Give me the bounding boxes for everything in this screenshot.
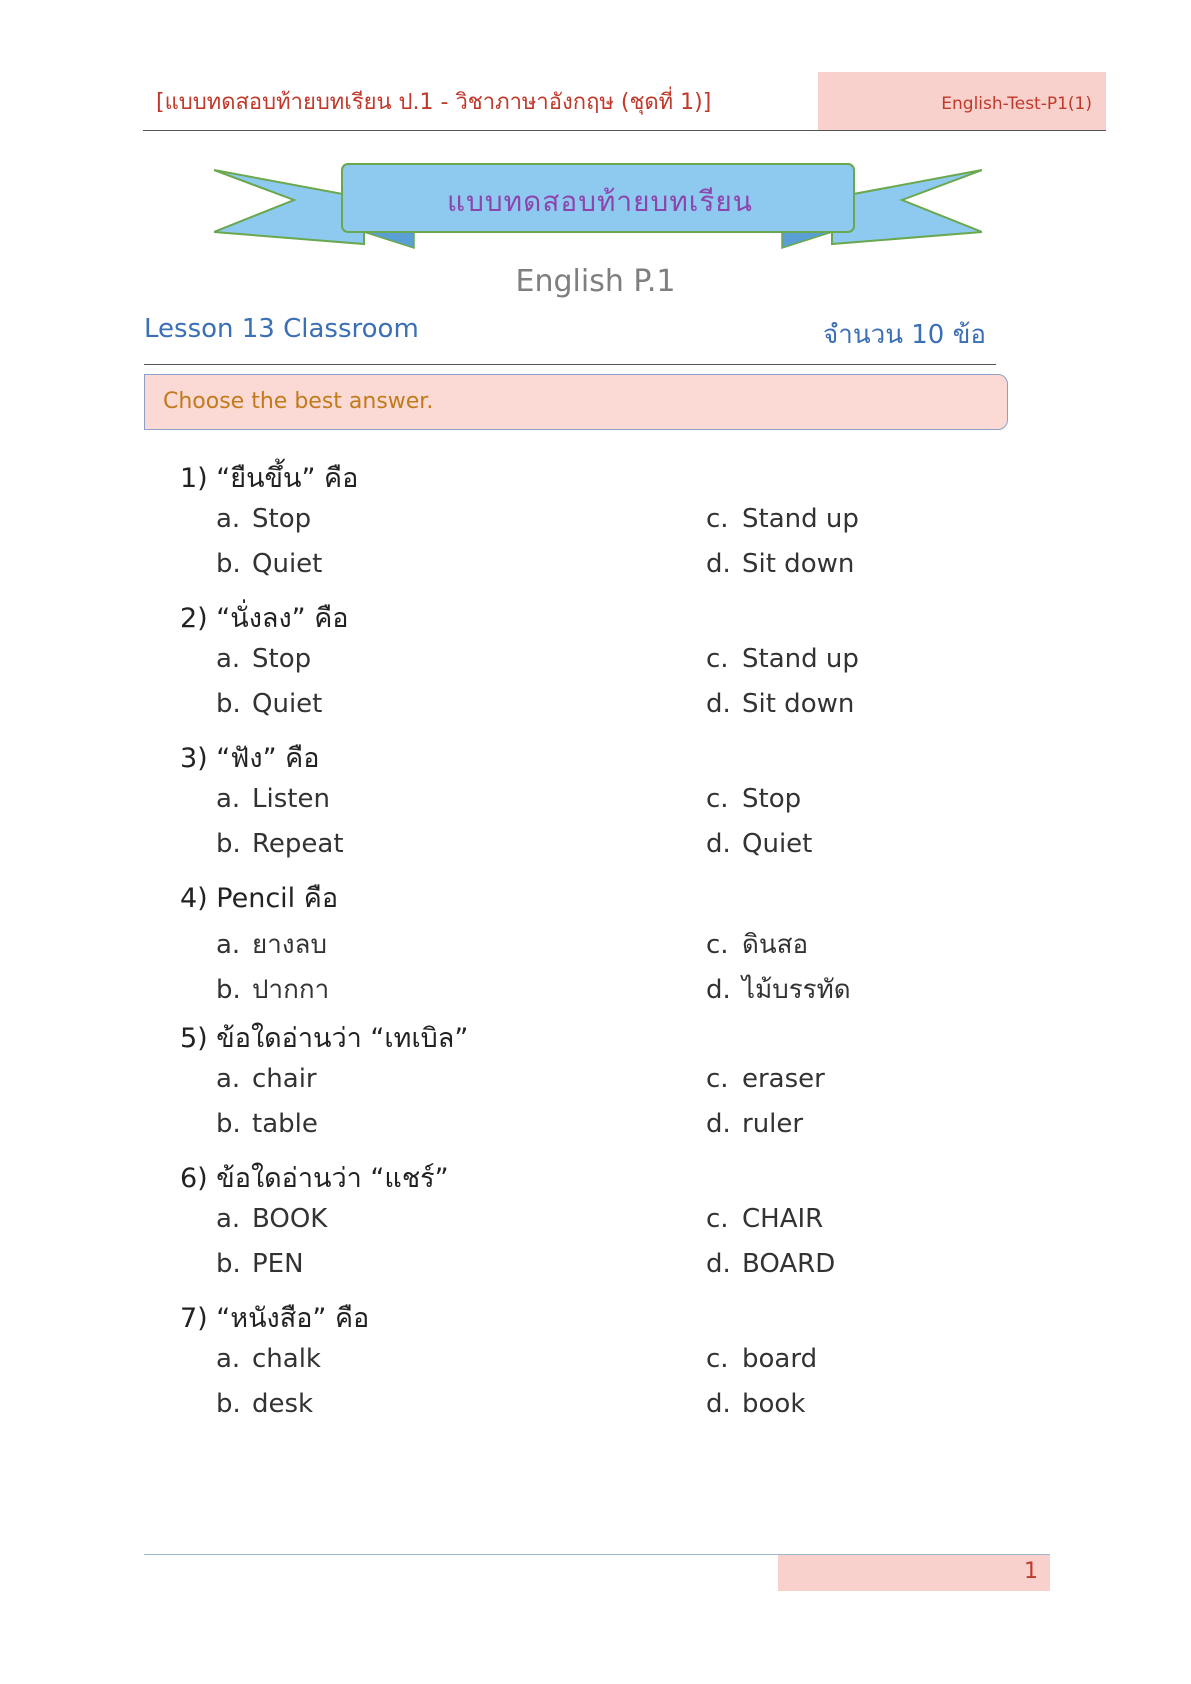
- question-count: จำนวน 10 ข้อ: [823, 320, 986, 350]
- option-3c[interactable]: c. Stop: [706, 784, 802, 814]
- page-number: 1: [1024, 1559, 1038, 1584]
- option-1d[interactable]: d. Sit down: [706, 549, 855, 579]
- option-6a[interactable]: a. BOOK: [216, 1204, 328, 1234]
- option-5b[interactable]: b. table: [216, 1109, 318, 1139]
- option-4b[interactable]: b. ปากกา: [216, 975, 330, 1005]
- option-4a[interactable]: a. ยางลบ: [216, 930, 327, 960]
- question-2: 2) “นั่งลง” คือ: [180, 603, 349, 634]
- footer-page-box: [778, 1555, 1050, 1591]
- option-6c[interactable]: c. CHAIR: [706, 1204, 824, 1234]
- instruction-text: Choose the best answer.: [163, 389, 434, 414]
- question-5: 5) ข้อใดอ่านว่า “เทเบิล”: [180, 1023, 469, 1054]
- option-1b[interactable]: b. Quiet: [216, 549, 323, 579]
- page-subtitle: English P.1: [515, 264, 676, 299]
- option-1a[interactable]: a. Stop: [216, 504, 312, 534]
- question-6: 6) ข้อใดอ่านว่า “แชร์”: [180, 1163, 449, 1194]
- option-7a[interactable]: a. chalk: [216, 1344, 321, 1374]
- lesson-divider: [144, 364, 996, 365]
- header-code-box: [818, 72, 1106, 130]
- option-4d[interactable]: d. ไม้บรรทัด: [706, 975, 851, 1005]
- option-6d[interactable]: d. BOARD: [706, 1249, 836, 1279]
- option-2d[interactable]: d. Sit down: [706, 689, 855, 719]
- lesson-title: Lesson 13 Classroom: [144, 314, 419, 344]
- option-7d[interactable]: d. book: [706, 1389, 806, 1419]
- question-1: 1) “ยืนขึ้น” คือ: [180, 463, 359, 494]
- option-2c[interactable]: c. Stand up: [706, 644, 859, 674]
- option-3b[interactable]: b. Repeat: [216, 829, 344, 859]
- header-title: [แบบทดสอบท้ายบทเรียน ป.1 - วิชาภาษาอังกฤษ (ชุดที่ 1)]: [156, 90, 712, 115]
- option-5d[interactable]: d. ruler: [706, 1109, 804, 1139]
- question-7: 7) “หนังสือ” คือ: [180, 1303, 370, 1334]
- banner-title: แบบทดสอบท้ายบทเรียน: [447, 185, 753, 218]
- option-7c[interactable]: c. board: [706, 1344, 818, 1374]
- option-2a[interactable]: a. Stop: [216, 644, 312, 674]
- instruction-box: [144, 374, 1008, 430]
- header-code: English-Test-P1(1): [941, 94, 1092, 114]
- option-4c[interactable]: c. ดินสอ: [706, 930, 809, 960]
- question-4: 4) Pencil คือ: [180, 883, 339, 914]
- header-divider: [143, 130, 1106, 131]
- option-1c[interactable]: c. Stand up: [706, 504, 859, 534]
- question-3: 3) “ฟัง” คือ: [180, 743, 320, 774]
- option-6b[interactable]: b. PEN: [216, 1249, 304, 1279]
- option-5c[interactable]: c. eraser: [706, 1064, 825, 1094]
- option-3d[interactable]: d. Quiet: [706, 829, 813, 859]
- option-2b[interactable]: b. Quiet: [216, 689, 323, 719]
- option-3a[interactable]: a. Listen: [216, 784, 330, 814]
- option-5a[interactable]: a. chair: [216, 1064, 317, 1094]
- option-7b[interactable]: b. desk: [216, 1389, 314, 1419]
